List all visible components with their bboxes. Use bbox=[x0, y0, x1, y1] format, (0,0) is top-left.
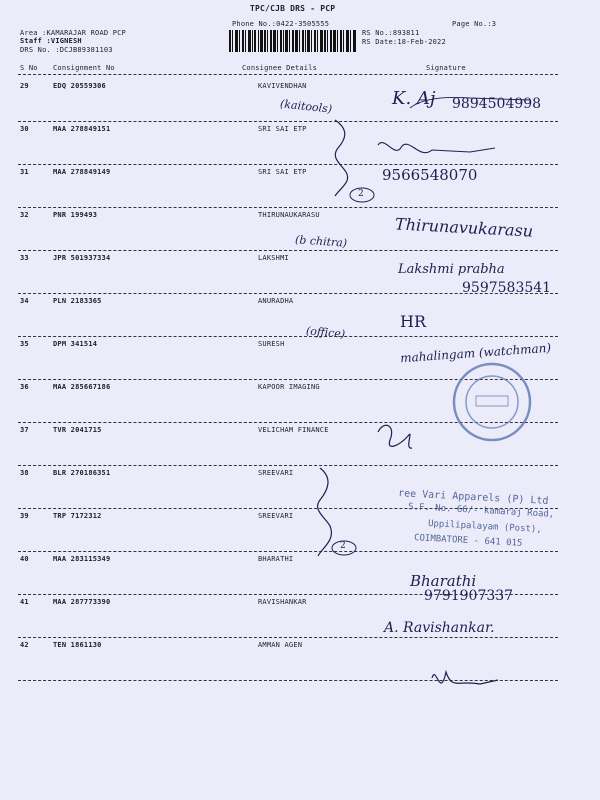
handwritten-phone-33: 9597583541 bbox=[462, 280, 552, 296]
brace-rows-30-31 bbox=[335, 120, 348, 196]
col-consignee-header: Consignee Details bbox=[242, 64, 318, 72]
handwritten-phone-40: 9791907337 bbox=[424, 588, 514, 604]
handwritten-signature-32: Thirunavukarasu bbox=[394, 214, 534, 241]
rs-number: RS No.:893811 bbox=[362, 29, 420, 37]
area-label: Area :KAMARAJAR ROAD PCP bbox=[20, 29, 126, 37]
handwritten-note-mahalingam: mahalingam (watchman) bbox=[399, 340, 552, 366]
row-serial-number: 36 bbox=[20, 383, 29, 391]
handwritten-phone-etp: 9566548070 bbox=[382, 166, 478, 184]
row-serial-number: 42 bbox=[20, 641, 29, 649]
stamp-line-post: Uppilipalayam (Post), bbox=[427, 519, 542, 535]
row-consignment-number: PLN 2183365 bbox=[53, 297, 102, 305]
handwritten-signature-41: A. Ravishankar. bbox=[384, 620, 495, 636]
row-consignment-number: MAA 278849149 bbox=[53, 168, 111, 176]
col-consignment-header: Consignment No bbox=[53, 64, 115, 72]
row-consignee-name: KAVIVENDHAN bbox=[258, 82, 307, 90]
row-serial-number: 33 bbox=[20, 254, 29, 262]
row-consignment-number: MAA 285667186 bbox=[53, 383, 111, 391]
row-consignee-name: AMMAN AGEN bbox=[258, 641, 303, 649]
handwritten-signature-33: Lakshmi prabha bbox=[398, 262, 505, 277]
row-serial-number: 40 bbox=[20, 555, 29, 563]
row-consignment-number: TVR 2041715 bbox=[53, 426, 102, 434]
signature-scribble-amman bbox=[432, 672, 498, 684]
col-signature-header: Signature bbox=[426, 64, 466, 72]
row-serial-number: 38 bbox=[20, 469, 29, 477]
row-serial-number: 29 bbox=[20, 82, 29, 90]
page-number: Page No.:3 bbox=[452, 20, 497, 28]
row-serial-number: 32 bbox=[20, 211, 29, 219]
handwritten-note-bchitra: (b chitra) bbox=[294, 233, 348, 250]
row-consignee-name: KAPOOR IMAGING bbox=[258, 383, 320, 391]
row-consignment-number: MAA 278849151 bbox=[53, 125, 111, 133]
sheet-title: TPC/CJB DRS - PCP bbox=[250, 4, 336, 13]
row-consignee-name: RAVISHANKAR bbox=[258, 598, 307, 606]
stamp-line-city: COIMBATORE - 641 015 bbox=[413, 533, 523, 549]
signature-scribble-velicham bbox=[378, 425, 412, 448]
handwritten-signature-40: Bharathi bbox=[410, 572, 477, 590]
handwritten-phone-29: 9894504998 bbox=[452, 96, 542, 112]
drs-number: DRS No. :DCJB89381103 bbox=[20, 46, 113, 54]
row-consignment-number: MAA 283115349 bbox=[53, 555, 111, 563]
handwritten-signature-29: K. Aj bbox=[392, 88, 436, 109]
round-rubber-stamp bbox=[454, 364, 530, 440]
row-consignee-name: THIRUNAUKARASU bbox=[258, 211, 320, 219]
stamp-line-company: ree Vari Apparels (P) Ltd bbox=[397, 488, 549, 507]
stamp-line-address: S.F. No. 66/- kamaraj Road, bbox=[407, 502, 555, 520]
row-serial-number: 41 bbox=[20, 598, 29, 606]
row-consignee-name: LAKSHMI bbox=[258, 254, 289, 262]
row-consignment-number: DPM 341514 bbox=[53, 340, 98, 348]
row-serial-number: 34 bbox=[20, 297, 29, 305]
row-consignee-name: VELICHAM FINANCE bbox=[258, 426, 329, 434]
phone-number: Phone No.:0422-3505555 bbox=[232, 20, 330, 28]
row-serial-number: 31 bbox=[20, 168, 29, 176]
handwritten-note-office: (office) bbox=[305, 324, 346, 341]
row-consignment-number: JPR 501937334 bbox=[53, 254, 111, 262]
row-serial-number: 35 bbox=[20, 340, 29, 348]
col-sno-header: S No bbox=[20, 64, 38, 72]
handwritten-count-1: 2 bbox=[358, 189, 364, 199]
row-consignment-number: PNR 199493 bbox=[53, 211, 98, 219]
row-serial-number: 30 bbox=[20, 125, 29, 133]
handwritten-note-hr: HR bbox=[400, 312, 426, 331]
row-consignee-name: SURESH bbox=[258, 340, 285, 348]
handwritten-note-kaitools: (kaitools) bbox=[279, 97, 333, 116]
row-consignment-number: BLR 270186351 bbox=[53, 469, 111, 477]
row-serial-number: 37 bbox=[20, 426, 29, 434]
brace-rows-38-39 bbox=[318, 468, 332, 556]
row-consignee-name: SRI SAI ETP bbox=[258, 125, 307, 133]
handwritten-count-2: 2 bbox=[340, 541, 346, 551]
row-consignment-number: TRP 7172312 bbox=[53, 512, 102, 520]
row-consignment-number: TEN 1861130 bbox=[53, 641, 102, 649]
row-consignment-number: MAA 287773390 bbox=[53, 598, 111, 606]
row-serial-number: 39 bbox=[20, 512, 29, 520]
rs-date: RS Date:18-Feb-2022 bbox=[362, 38, 446, 46]
signature-scribble-etp bbox=[378, 143, 495, 153]
row-consignment-number: EDQ 20559306 bbox=[53, 82, 106, 90]
row-consignee-name: SREEVARI bbox=[258, 469, 294, 477]
staff-label: Staff :VIGNESH bbox=[20, 37, 82, 45]
row-consignee-name: SRI SAI ETP bbox=[258, 168, 307, 176]
row-consignee-name: ANURADHA bbox=[258, 297, 294, 305]
row-consignee-name: BHARATHI bbox=[258, 555, 294, 563]
row-consignee-name: SREEVARI bbox=[258, 512, 294, 520]
